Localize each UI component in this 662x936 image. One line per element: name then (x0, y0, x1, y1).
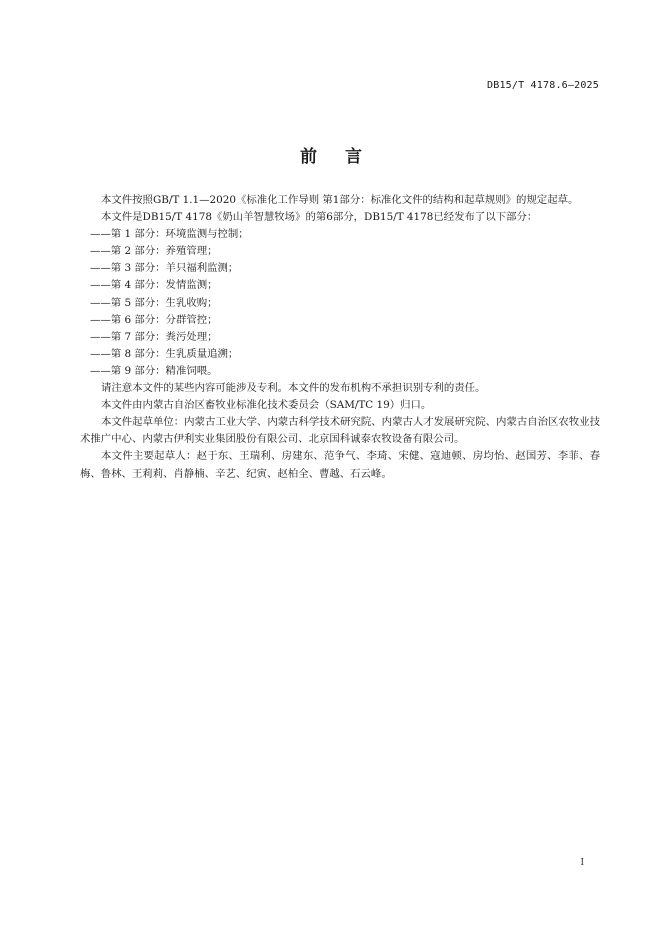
parts-list (80, 226, 600, 380)
list-item: ——第 3 部分：羊只福利监测； (90, 262, 239, 275)
paragraph-committee: 本文件由内蒙古自治区畜牧业标准化技术委员会（SAM/TC 19）归口。 (101, 399, 432, 412)
list-item: ——第 4 部分：发情监测； (90, 279, 218, 292)
list-item: ——第 9 部分：精准饲喂。 (90, 364, 218, 377)
paragraph-patent-notice: 请注意本文件的某些内容可能涉及专利。本文件的发布机构不承担识别专利的责任。 (101, 382, 486, 395)
foreword-body (80, 192, 600, 483)
paragraph-drafting-rules: 本文件按照GB/T 1.1—2020《标准化工作导则 第1部分：标准化文件的结构和起草规则》的规定起草。 (101, 194, 579, 206)
list-item: ——第 6 部分：分群管控； (90, 313, 218, 326)
paragraph-drafters: 本文件主要起草人：赵于东、王瑞利、房建东、范争气、李琦、宋健、寇迪顿、房均怡、赵国芳、李菲、春梅、鲁林、王莉莉、肖静楠、辛艺、纪寅、赵柏全、曹越、石云峰。 (80, 450, 600, 480)
list-item: ——第 1 部分：环境监测与控制； (90, 228, 249, 241)
page-title: 前言 (300, 147, 390, 167)
document-code: DB15/T 4178.6—2025 (487, 80, 599, 91)
list-item: ——第 2 部分：养殖管理； (90, 245, 218, 258)
page-number: I (580, 858, 584, 868)
list-item: ——第 5 部分：生乳收购； (90, 296, 218, 309)
paragraph-drafting-units: 本文件起草单位：内蒙古工业大学、内蒙古科学技术研究院、内蒙古人才发展研究院、内蒙古自治区农牧业技术推广中心、内蒙古伊利实业集团股份有限公司、北京国科诚泰农牧设备有限公司。 (80, 416, 600, 446)
paragraph-series-intro: 本文件是DB15/T 4178《奶山羊智慧牧场》的第6部分，DB15/T 4178已经发布了以下部分： (101, 211, 538, 224)
list-item: ——第 8 部分：生乳质量追溯； (90, 347, 239, 360)
list-item: ——第 7 部分：粪污处理； (90, 330, 218, 343)
